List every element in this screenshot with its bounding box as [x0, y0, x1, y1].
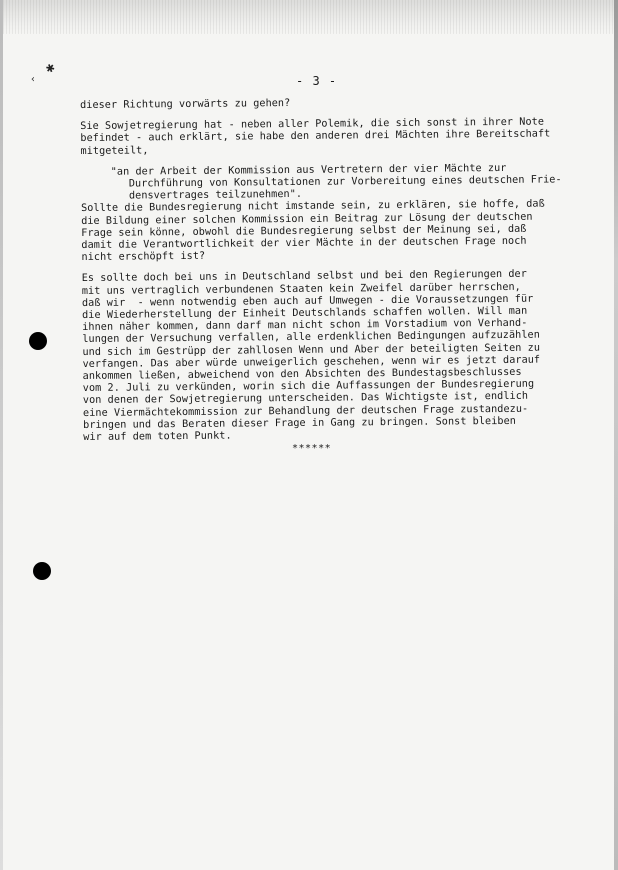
text-line: Frage sein könne, obwohl die Bundesregierung selbst der Meinung sei, daß [81, 223, 527, 239]
punch-hole-upper [29, 332, 47, 350]
text-line: von denen der Sowjetregierung unterscheiden. Das Wichtigste ist, endlich [82, 391, 529, 407]
text-line: die Bildung einer solchen Kommission ein Beitrag zur Lösung der deutschen [81, 211, 533, 227]
text-line: damit die Verantwortlichkeit der vier Mächte in der deutschen Frage noch [81, 235, 527, 252]
text-line: verfangen. Das aber würde unweigerlich geschehen, wenn wir es jetzt darauf [82, 354, 541, 370]
text-line: "an der Arbeit der Kommission aus Vertretern der vier Mächte zur [110, 162, 507, 178]
text-line: nicht erschöpft ist? [81, 251, 206, 264]
paragraph-4 [82, 269, 584, 445]
page-number: - 3 - [296, 74, 338, 88]
handwritten-tick: ‹ [30, 74, 37, 85]
text-line: ankommen ließen, abweichend von den Absichten des Bundestagsbeschlusses [82, 366, 522, 383]
text-line: ihnen näher kommen, dann darf man nicht schon im Vorstadium von Verhand- [82, 317, 528, 334]
text-line: mitgeteilt, [80, 144, 149, 157]
text-line: Sie Sowjetregierung hat - neben aller Polemik, die sich sonst in ihrer Note [80, 116, 545, 133]
text-line: eine Viermächtekommission zur Behandlung der deutschen Frage zustandezu- [82, 403, 529, 419]
text-line: vom 2. Juli zu verkünden, worin sich die Auffassungen der Bundesregierung [82, 378, 535, 395]
text-line: Durchführung von Konsultationen zur Vorbereitung eines deutschen Frie- [128, 174, 562, 190]
text-line: lungen der Versuchung verfallen, alle erdenklichen Bedingungen aufzuzählen [82, 330, 540, 346]
paragraph-3 [81, 199, 582, 265]
text-line: wir auf dem toten Punkt. [83, 430, 232, 444]
text-line: dieser Richtung vorwärts zu gehen? [80, 97, 291, 111]
scan-noise [0, 0, 618, 34]
paragraph-2 [80, 116, 580, 157]
handwritten-mark: ✱ [43, 59, 57, 77]
text-line: und sich im Gestrüpp der zahllosen Wenn und Aber der beteiligten Seiten zu [82, 342, 541, 358]
punch-hole-lower [33, 562, 51, 580]
quotation [81, 162, 581, 203]
end-marker: ****** [292, 443, 332, 454]
text-line: densvertrages teilzunehmen". [128, 189, 303, 202]
text-line: Es sollte doch bei uns in Deutschland selbst und bei den Regierungen der [81, 269, 527, 285]
text-line: befindet - auch erklärt, sie habe den anderen drei Mächten ihre Bereitschaft [80, 128, 551, 145]
page-left-edge [0, 0, 3, 870]
text-line: mit uns vertraglich verbundenen Staaten kein Zweifel darüber herrschen, [81, 281, 521, 297]
body-text [80, 95, 583, 444]
page-right-edge [614, 0, 618, 870]
text-line: bringen und das Beraten dieser Frage in Gang zu bringen. Sonst bleiben [83, 415, 516, 431]
text-line: die Wiederherstellung der Einheit Deutschlands schaffen wollen. Will man [82, 305, 528, 322]
text-line: Sollte die Bundesregierung nicht imstande sein, zu erklären, sie hoffe, daß [80, 198, 545, 215]
text-line: daß wir - wenn notwendig eben auch auf Umwegen - die Voraussetzungen für [81, 293, 534, 309]
